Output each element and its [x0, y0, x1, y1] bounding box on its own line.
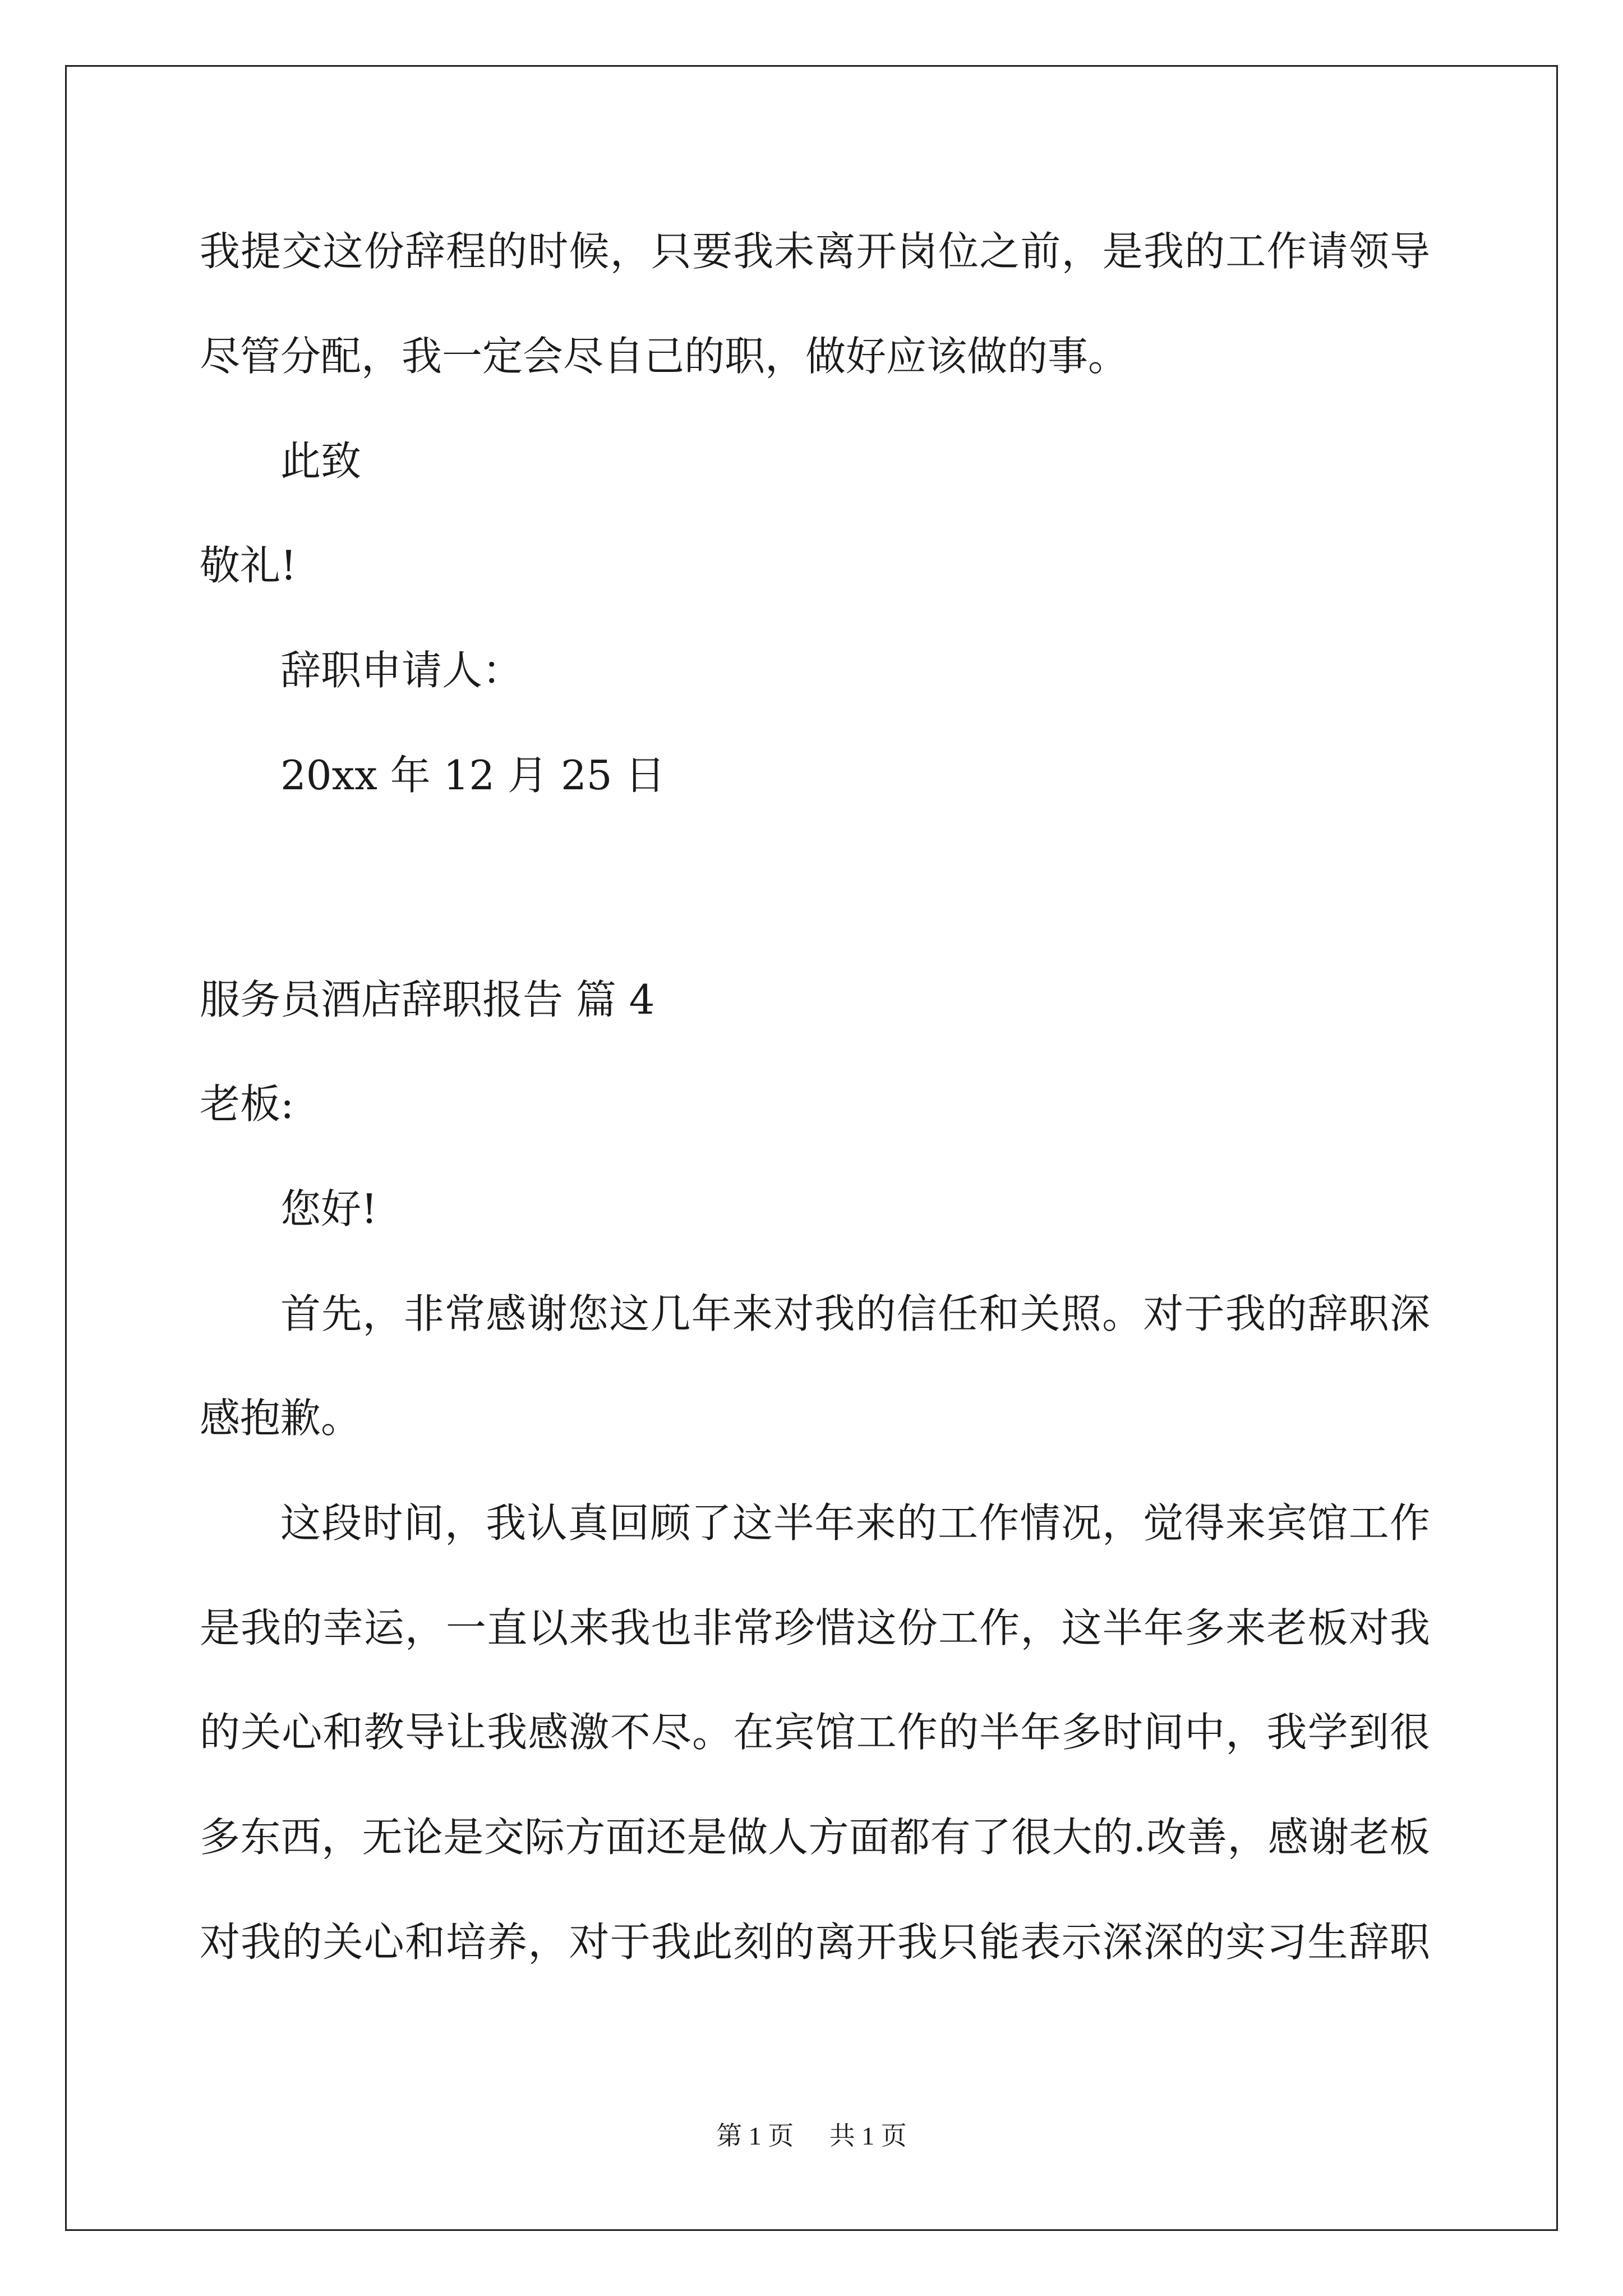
recipient-line: 老板: [200, 1080, 294, 1128]
body-line-4: 感抱歉。 [200, 1395, 362, 1442]
signature-date: 20xx 年 12 月 25 日 [280, 752, 666, 799]
body-line-9: 对我的关心和培养，对于我此刻的离开我只能表示深深的实习生辞职 [200, 1918, 1430, 1966]
body-line-5: 这段时间，我认真回顾了这半年来的工作情况，觉得来宾馆工作 [280, 1499, 1430, 1547]
page-number: 第 1 页 [716, 2122, 794, 2150]
body-line-7: 的关心和教导让我感激不尽。在宾馆工作的半年多时间中，我学到很 [200, 1709, 1430, 1756]
greeting-line: 您好! [280, 1185, 377, 1232]
section-heading: 服务员酒店辞职报告 篇 4 [200, 976, 655, 1023]
body-line-3: 首先，非常感谢您这几年来对我的信任和关照。对于我的辞职深 [280, 1290, 1430, 1337]
body-line-6: 是我的幸运，一直以来我也非常珍惜这份工作，这半年多来老板对我 [200, 1604, 1430, 1651]
body-line-8: 多东西，无论是交际方面还是做人方面都有了很大的.改善，感谢老板 [200, 1814, 1430, 1861]
signature-label: 辞职申请人： [280, 647, 523, 694]
page-border [65, 65, 1558, 2231]
page-total: 共 1 页 [829, 2122, 907, 2150]
page-footer [0, 2119, 1623, 2153]
closing-regards: 敬礼! [200, 542, 297, 589]
closing-salutation: 此致 [280, 438, 362, 485]
body-line-1: 我提交这份辞程的时候，只要我未离开岗位之前，是我的工作请领导 [200, 228, 1430, 275]
body-line-2: 尽管分配，我一定会尽自己的职，做好应该做的事。 [200, 333, 1129, 380]
